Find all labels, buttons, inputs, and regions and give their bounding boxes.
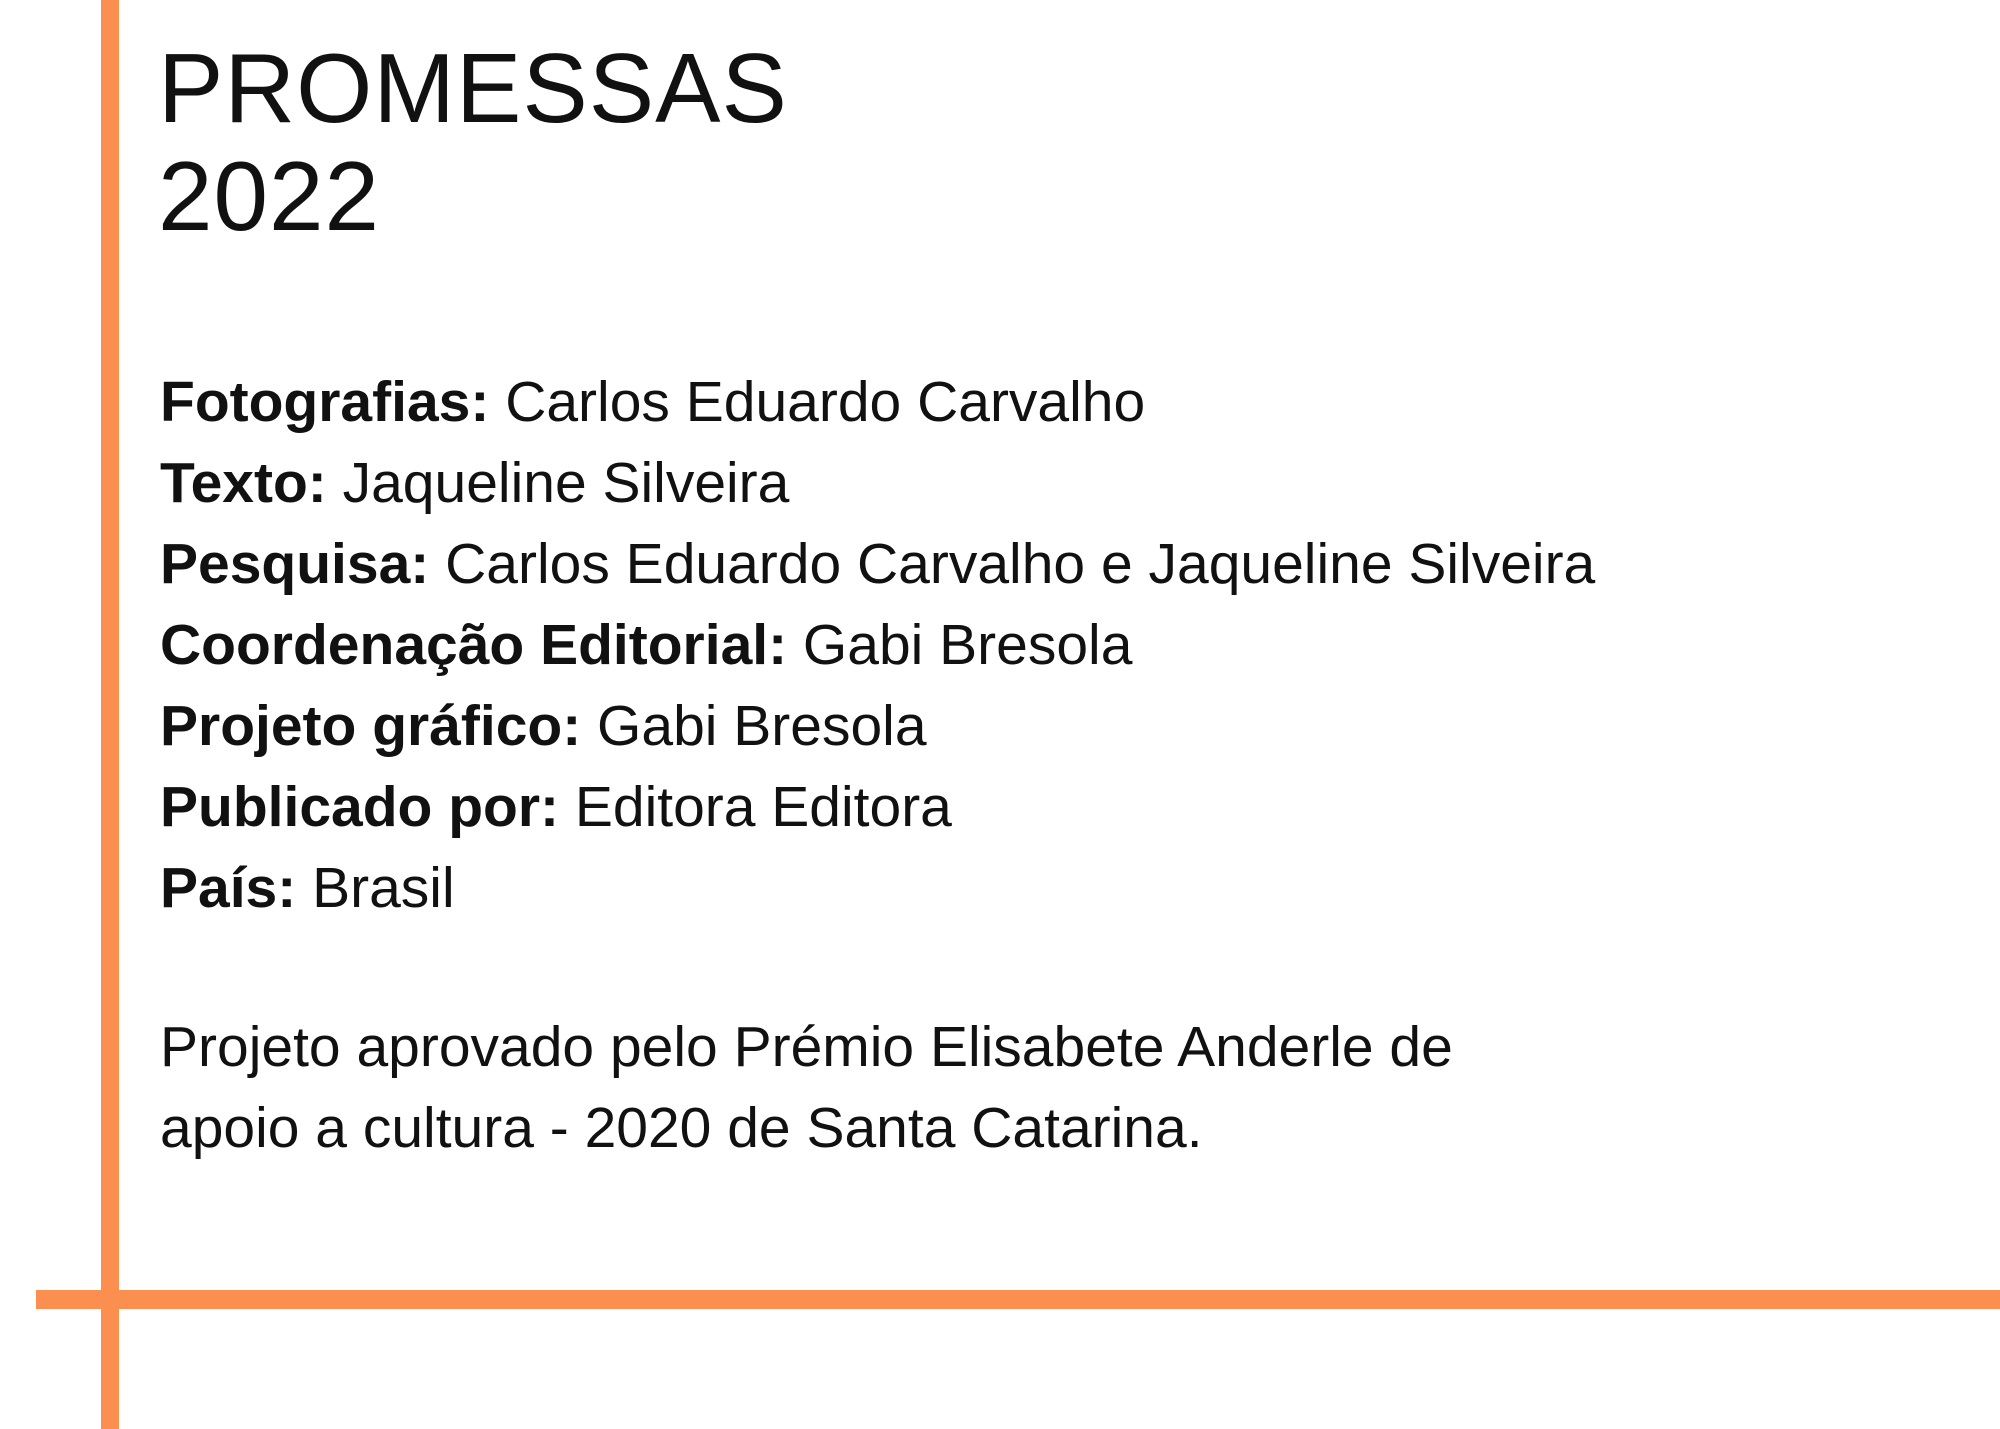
credit-value: Jaqueline Silveira bbox=[342, 451, 790, 515]
accent-vertical-line bbox=[101, 0, 119, 1429]
title-line-1: PROMESSAS bbox=[158, 33, 788, 143]
credit-value: Carlos Eduardo Carvalho e Jaqueline Silveira bbox=[445, 532, 1596, 596]
credit-label: Projeto gráfico: bbox=[160, 694, 598, 758]
credit-row-coordenacao bbox=[160, 605, 1595, 686]
credit-row-fotografias bbox=[160, 362, 1595, 443]
credit-row-projeto-grafico bbox=[160, 686, 1595, 767]
credit-label: Coordenação Editorial: bbox=[160, 613, 803, 677]
credit-value: Brasil bbox=[312, 856, 455, 920]
credit-value: Gabi Bresola bbox=[597, 694, 927, 758]
credit-label: Fotografias: bbox=[160, 370, 506, 434]
page-title bbox=[158, 34, 788, 250]
credit-label: Pesquisa: bbox=[160, 532, 446, 596]
credit-row-publicado-por bbox=[160, 767, 1595, 848]
credit-row-pais bbox=[160, 848, 1595, 929]
accent-horizontal-line bbox=[36, 1290, 2000, 1309]
credit-value: Editora Editora bbox=[574, 775, 952, 839]
credit-value: Carlos Eduardo Carvalho bbox=[505, 370, 1146, 434]
credit-label: Texto: bbox=[160, 451, 343, 515]
credit-row-pesquisa bbox=[160, 524, 1595, 605]
credit-row-texto bbox=[160, 443, 1595, 524]
credit-value: Gabi Bresola bbox=[802, 613, 1133, 677]
credits-list bbox=[160, 362, 1595, 929]
title-year: 2022 bbox=[158, 141, 381, 251]
funding-note bbox=[160, 1007, 1880, 1169]
funding-note-line-1: Projeto aprovado pelo Prémio Elisabete Anderle de bbox=[160, 1015, 1453, 1079]
funding-note-line-2: apoio a cultura - 2020 de Santa Catarina. bbox=[160, 1096, 1203, 1160]
credit-label: País: bbox=[160, 856, 313, 920]
credit-label: Publicado por: bbox=[160, 775, 575, 839]
